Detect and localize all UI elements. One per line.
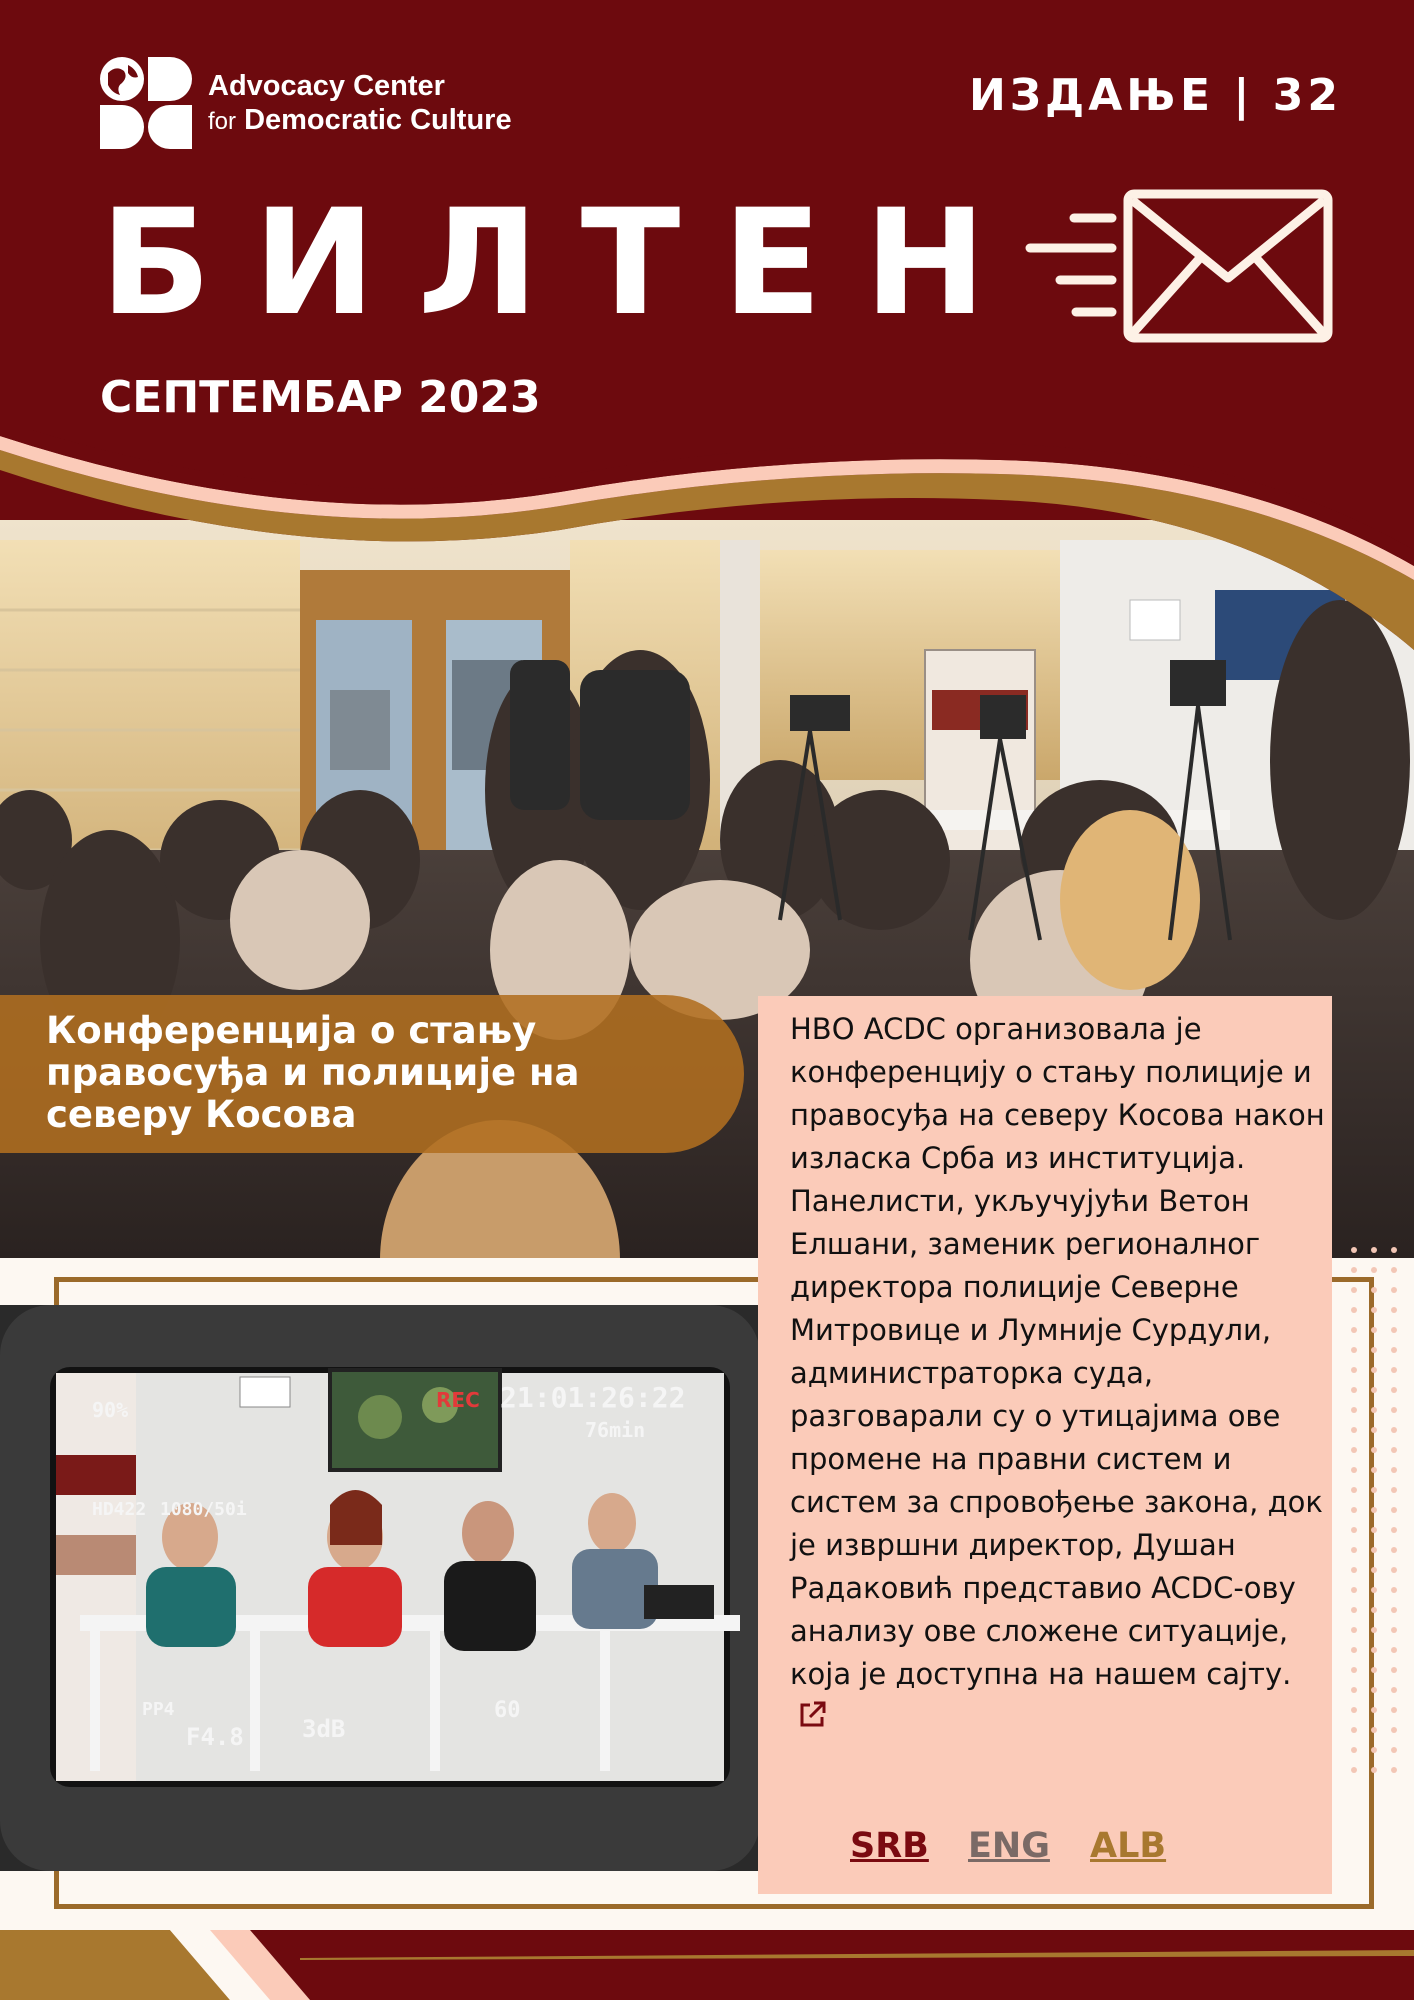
- article-body-wrapper: [790, 1008, 1325, 1739]
- envelope-icon: [1024, 188, 1334, 344]
- decorative-dot: [1351, 1247, 1357, 1253]
- decorative-dot: [1391, 1347, 1397, 1353]
- resolution-readout: 1080/50i: [160, 1499, 247, 1520]
- decorative-dot: [1371, 1307, 1377, 1313]
- decorative-dot: [1351, 1667, 1357, 1673]
- decorative-dot: [1351, 1487, 1357, 1493]
- decorative-dot: [1371, 1707, 1377, 1713]
- issue-month: СЕПТЕМБАР 2023: [100, 372, 541, 423]
- decorative-dot: [1391, 1387, 1397, 1393]
- decorative-dot: [1371, 1607, 1377, 1613]
- decorative-dot: [1351, 1327, 1357, 1333]
- lang-link-srb[interactable]: SRB: [850, 1826, 929, 1866]
- footer-band: [0, 1920, 1414, 2000]
- decorative-dot: [1371, 1747, 1377, 1753]
- decorative-dot: [1371, 1587, 1377, 1593]
- decorative-dot: [1351, 1347, 1357, 1353]
- newsletter-title: БИЛТЕН: [100, 178, 1029, 348]
- decorative-dot: [1371, 1427, 1377, 1433]
- decorative-dot: [1391, 1507, 1397, 1513]
- decorative-dot: [1371, 1367, 1377, 1373]
- decorative-dot: [1391, 1707, 1397, 1713]
- decorative-dot: [1371, 1407, 1377, 1413]
- decorative-dot: [1391, 1647, 1397, 1653]
- decorative-dot: [1371, 1767, 1377, 1773]
- decorative-dot: [1351, 1427, 1357, 1433]
- decorative-dot: [1391, 1627, 1397, 1633]
- logo-line2: Democratic Culture: [244, 104, 512, 136]
- timecode-readout: 21:01:26:22: [500, 1381, 686, 1414]
- decorative-dot: [1391, 1747, 1397, 1753]
- remaining-readout: 76min: [585, 1418, 646, 1442]
- logo-line2-wrapper: [208, 103, 512, 139]
- article-panel: [758, 996, 1332, 1894]
- decorative-dot: [1371, 1627, 1377, 1633]
- decorative-dot: [1391, 1727, 1397, 1733]
- decorative-dot: [1391, 1767, 1397, 1773]
- decorative-dot: [1371, 1647, 1377, 1653]
- language-links: [850, 1826, 1270, 1876]
- decorative-dot: [1351, 1587, 1357, 1593]
- decorative-dot: [1391, 1307, 1397, 1313]
- decorative-dot: [1371, 1507, 1377, 1513]
- decorative-dot: [1371, 1487, 1377, 1493]
- decorative-dot: [1371, 1467, 1377, 1473]
- decorative-dot: [1351, 1527, 1357, 1533]
- decorative-dot: [1391, 1247, 1397, 1253]
- decorative-dot: [1371, 1547, 1377, 1553]
- decorative-dot: [1351, 1687, 1357, 1693]
- decorative-dot: [1371, 1527, 1377, 1533]
- decorative-dot: [1391, 1467, 1397, 1473]
- format-readout: HD422: [92, 1499, 147, 1520]
- shutter-readout: 60: [494, 1698, 521, 1723]
- decorative-dot: [1371, 1287, 1377, 1293]
- decorative-dot: [1351, 1647, 1357, 1653]
- decorative-dot: [1391, 1567, 1397, 1573]
- decorative-dot: [1351, 1367, 1357, 1373]
- battery-readout: 90%: [92, 1398, 129, 1422]
- decorative-dot: [1391, 1287, 1397, 1293]
- decorative-dot: [1351, 1447, 1357, 1453]
- decorative-dot: [1391, 1367, 1397, 1373]
- decorative-dot: [1391, 1427, 1397, 1433]
- lang-link-alb[interactable]: ALB: [1090, 1826, 1167, 1866]
- decorative-dot: [1351, 1747, 1357, 1753]
- decorative-dot: [1371, 1327, 1377, 1333]
- logo-mark-icon: [98, 55, 194, 151]
- decorative-dot: [1391, 1667, 1397, 1673]
- decorative-dot: [1371, 1567, 1377, 1573]
- decorative-dot: [1391, 1407, 1397, 1413]
- decorative-dot: [1371, 1687, 1377, 1693]
- issue-number: ИЗДАЊЕ | 32: [968, 70, 1342, 121]
- rec-indicator: REC: [436, 1388, 480, 1412]
- header-wave: [0, 430, 1414, 650]
- decorative-dot: [1351, 1307, 1357, 1313]
- external-link-icon[interactable]: [796, 1699, 828, 1731]
- decorative-dots: [1340, 1240, 1410, 1780]
- decorative-dot: [1351, 1607, 1357, 1613]
- decorative-dot: [1351, 1467, 1357, 1473]
- logo-text: [208, 69, 512, 139]
- logo-line1: Advocacy Center: [208, 70, 445, 102]
- article-body: НВО ACDC организовала је конференцију о стању полиције и правосуђа на северу Косова након изласка Срба из институција. Панелисти, укључујући Ветон Елшани, заменик регионалног директора полиције Северне Митровице и Лумније Сурдули, администраторка суда, разговарали су о утицајима ове промене на правни систем и систем за спровођење закона, док је извршни директор, Душан Радаковић представио ACDC-ову анализу ове сложене ситуације, која је доступна на нашем сајту.: [790, 1012, 1325, 1691]
- decorative-dot: [1391, 1587, 1397, 1593]
- decorative-dot: [1371, 1347, 1377, 1353]
- decorative-dot: [1351, 1627, 1357, 1633]
- lang-link-eng[interactable]: ENG: [968, 1826, 1050, 1866]
- decorative-dot: [1351, 1547, 1357, 1553]
- decorative-dot: [1371, 1247, 1377, 1253]
- decorative-dot: [1371, 1447, 1377, 1453]
- decorative-dot: [1351, 1267, 1357, 1273]
- decorative-dot: [1371, 1667, 1377, 1673]
- decorative-dot: [1391, 1607, 1397, 1613]
- decorative-dot: [1351, 1507, 1357, 1513]
- camera-viewfinder-photo: [0, 1305, 760, 1871]
- decorative-dot: [1351, 1707, 1357, 1713]
- decorative-dot: [1371, 1387, 1377, 1393]
- acdc-logo[interactable]: [98, 55, 518, 155]
- pp-readout: PP4: [142, 1699, 175, 1720]
- gain-readout: 3dB: [302, 1715, 346, 1743]
- decorative-dot: [1391, 1327, 1397, 1333]
- decorative-dot: [1391, 1547, 1397, 1553]
- decorative-dot: [1351, 1767, 1357, 1773]
- decorative-dot: [1351, 1407, 1357, 1413]
- decorative-dot: [1351, 1387, 1357, 1393]
- fnumber-readout: F4.8: [186, 1723, 244, 1751]
- decorative-dot: [1391, 1447, 1397, 1453]
- decorative-dot: [1351, 1287, 1357, 1293]
- decorative-dot: [1371, 1727, 1377, 1733]
- decorative-dot: [1371, 1267, 1377, 1273]
- logo-for: for: [208, 108, 237, 135]
- decorative-dot: [1351, 1727, 1357, 1733]
- decorative-dot: [1391, 1527, 1397, 1533]
- article-caption: Конференција о стању правосуђа и полиције на северу Косова: [46, 1009, 580, 1136]
- decorative-dot: [1351, 1567, 1357, 1573]
- decorative-dot: [1391, 1267, 1397, 1273]
- decorative-dot: [1391, 1687, 1397, 1693]
- decorative-dot: [1391, 1487, 1397, 1493]
